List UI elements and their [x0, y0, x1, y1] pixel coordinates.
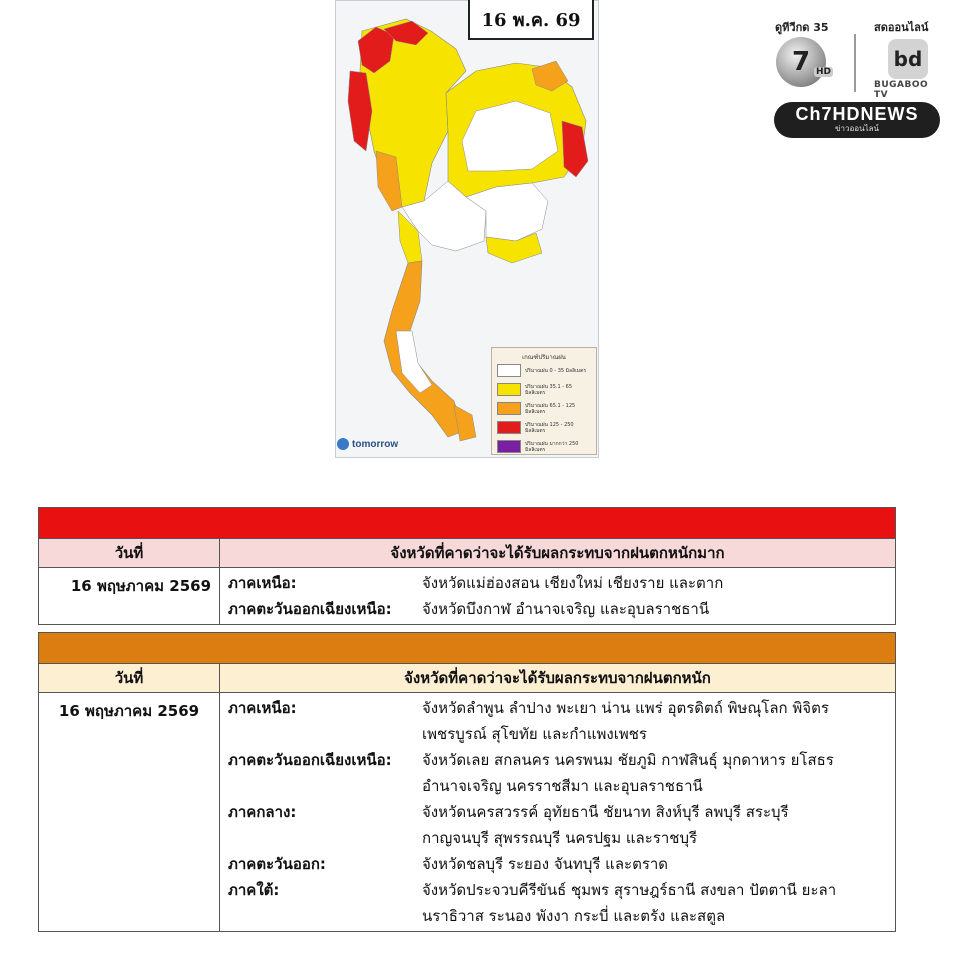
tomorrow-attribution [337, 438, 398, 450]
province-list: จังหวัดบึงกาฬ อำนาจเจริญ และอุบลราชธานี [422, 600, 710, 618]
province-list: เพชรบูรณ์ สุโขทัย และกำแพงเพชร [422, 725, 647, 743]
region-row [228, 877, 895, 903]
legend-swatch [497, 383, 521, 396]
date-column-header: วันที่ [39, 539, 220, 568]
legend-item [497, 418, 591, 437]
logo-divider [854, 34, 856, 92]
region-name: ภาคเหนือ: [228, 574, 297, 592]
region-list [220, 568, 896, 625]
province-list: จังหวัดลำพูน ลำปาง พะเยา น่าน แพร่ อุตรดิตถ์ พิษณุโลก พิจิตร [422, 699, 829, 717]
date-column-header: วันที่ [39, 664, 220, 693]
legend-item-label: ปริมาณฝน 125 - 250 มิลลิเมตร [525, 421, 574, 434]
forecast-date: 16 พฤษภาคม 2569 [39, 568, 220, 625]
region-row-continued [228, 773, 895, 799]
region-name: ภาคตะวันออก: [228, 855, 326, 873]
region-name: ภาคตะวันออกเฉียงเหนือ: [228, 600, 392, 618]
provinces-column-header: จังหวัดที่คาดว่าจะได้รับผลกระทบจากฝนตกหนักมาก [220, 539, 896, 568]
forecast-date: 16 พฤษภาคม 2569 [39, 693, 220, 932]
region-name: ภาคตะวันออกเฉียงเหนือ: [228, 751, 392, 769]
region-list [220, 693, 896, 932]
live-online-label: สดออนไลน์ [874, 21, 929, 34]
province-list: จังหวัดประจวบคีรีขันธ์ ชุมพร สุราษฎร์ธานี สงขลา ปัตตานี ยะลา [422, 881, 837, 899]
news-title: Ch7HDNEWS [795, 104, 919, 124]
legend-swatch [497, 421, 521, 434]
region-row-continued [228, 903, 895, 929]
region-row [228, 570, 895, 596]
heavy-rain-level-bar [39, 633, 896, 664]
news-subtitle: ข่าวออนไลน์ [835, 124, 879, 133]
legend-swatch [497, 440, 521, 453]
province-list: นราธิวาส ระนอง พังงา กระบี่ และตรัง และสตูล [422, 907, 726, 925]
province-list: จังหวัดชลบุรี ระยอง จันทบุรี และตราด [422, 855, 669, 873]
ch7-logo-mark: 7 [791, 47, 811, 77]
very-heavy-rain-level-bar [39, 508, 896, 539]
ch7-logo-icon [776, 37, 826, 87]
legend-item [497, 380, 591, 399]
legend-title: เกณฑ์ปริมาณฝน [522, 354, 566, 361]
very-heavy-rain-table [38, 507, 896, 625]
broadcaster-logos [770, 12, 945, 142]
heavy-rain-table [38, 632, 896, 932]
map-date-label: 16 พ.ค. 69 [468, 0, 594, 40]
tomorrow-label: tomorrow [352, 438, 399, 450]
province-list: กาญจนบุรี สุพรรณบุรี นครปฐม และราชบุรี [422, 829, 698, 847]
hd-badge: HD [816, 67, 832, 77]
region-row [228, 596, 895, 622]
legend-swatch [497, 402, 521, 415]
bugaboo-logo-mark: bd [893, 47, 923, 71]
tomorrow-logo-icon [337, 438, 349, 450]
province-list: จังหวัดนครสวรรค์ อุทัยธานี ชัยนาท สิงห์บุรี ลพบุรี สระบุรี [422, 803, 789, 821]
legend-item-label: ปริมาณฝน 0 - 35 มิลลิเมตร [525, 367, 587, 374]
province-list: จังหวัดเลย สกลนคร นครพนม ชัยภูมิ กาฬสินธุ์ มุกดาหาร ยโสธร [422, 751, 834, 769]
region-name: ภาคใต้: [228, 881, 280, 899]
region-row-continued [228, 825, 895, 851]
region-name: ภาคเหนือ: [228, 699, 297, 717]
map-legend [491, 347, 597, 455]
region-row [228, 851, 895, 877]
region-row [228, 799, 895, 825]
province-list: จังหวัดแม่ฮ่องสอน เชียงใหม่ เชียงราย และตาก [422, 574, 724, 592]
region-row-continued [228, 721, 895, 747]
legend-item [497, 361, 591, 380]
legend-item-label: ปริมาณฝน 35.1 - 65 มิลลิเมตร [525, 383, 573, 396]
ch7-channel-label: ดูทีวีกด 35 [775, 21, 829, 34]
region-row [228, 695, 895, 721]
bugaboo-logo-icon [888, 39, 928, 79]
legend-item-label: ปริมาณฝน 65.1 - 125 มิลลิเมตร [525, 402, 576, 415]
legend-item [497, 399, 591, 418]
region-row [228, 747, 895, 773]
bugaboo-tv-label: BUGABOO TV [874, 80, 929, 100]
legend-item [497, 437, 591, 456]
province-list: อำนาจเจริญ นครราชสีมา และอุบลราชธานี [422, 777, 703, 795]
legend-swatch [497, 364, 521, 377]
ch7hd-news-badge [774, 102, 940, 138]
provinces-column-header: จังหวัดที่คาดว่าจะได้รับผลกระทบจากฝนตกหนัก [220, 664, 896, 693]
legend-item-label: ปริมาณฝน มากกว่า 250 มิลลิเมตร [525, 440, 579, 453]
region-name: ภาคกลาง: [228, 803, 297, 821]
